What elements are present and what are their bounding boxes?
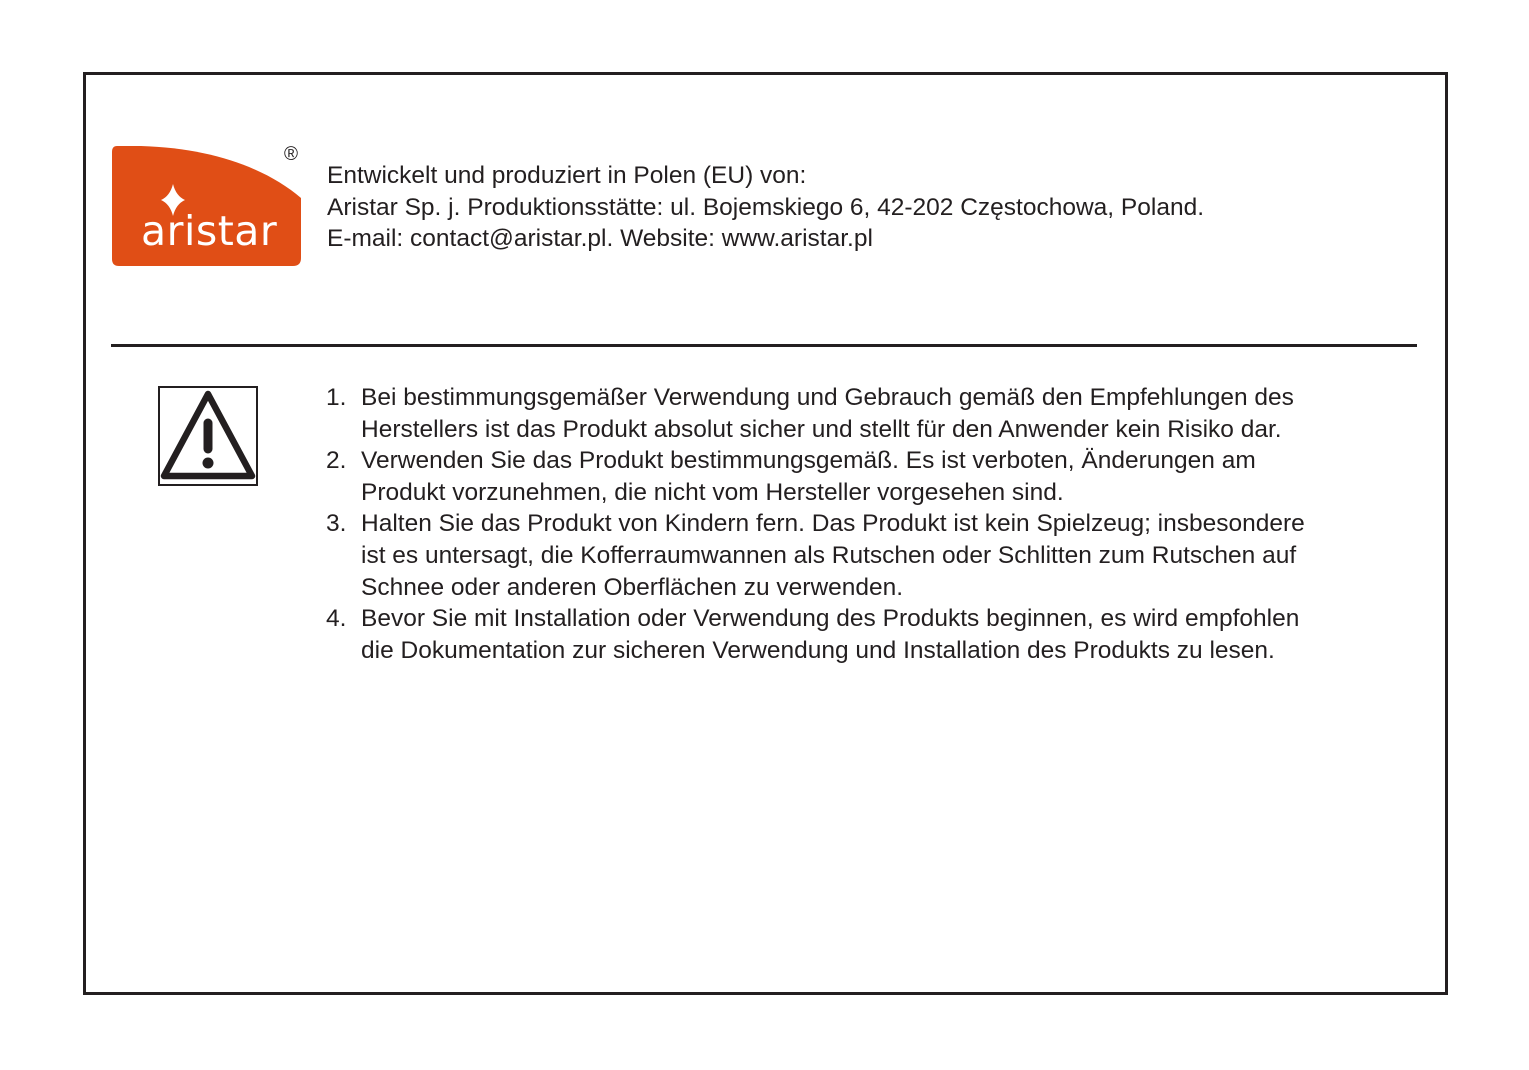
list-item-text-line: Bei bestimmungsgemäßer Verwendung und Gebrauch gemäß den Empfehlungen des: [361, 384, 1294, 411]
list-item-number: 3.: [326, 510, 347, 538]
list-item-number: 1.: [326, 384, 347, 411]
list-item: [326, 603, 1406, 666]
manufacturer-address: [327, 160, 1204, 255]
aristar-logo: [111, 146, 303, 268]
list-item-text-line: Produkt vorzunehmen, die nicht vom Hersteller vorgesehen sind.: [361, 478, 1064, 506]
registered-mark: ®: [284, 144, 298, 165]
list-item-text-line: Herstellers ist das Produkt absolut sicher und stellt für den Anwender kein Risiko dar.: [361, 415, 1282, 443]
list-item: [326, 445, 1406, 508]
list-item-number: 2.: [326, 447, 347, 475]
list-item-number: 4.: [326, 605, 347, 633]
list-item-text-line: Bevor Sie mit Installation oder Verwendung des Produkts beginnen, es wird empfohlen: [361, 605, 1300, 633]
list-item-text-line: Schnee oder anderen Oberflächen zu verwenden.: [361, 573, 904, 601]
section-divider: [111, 344, 1417, 347]
list-item-text-line: die Dokumentation zur sicheren Verwendung und Installation des Produkts zu lesen.: [361, 636, 1275, 664]
address-line-company: Aristar Sp. j. Produktionsstätte: ul. Bojemskiego 6, 42-202 Częstochowa, Poland.: [327, 193, 1205, 221]
list-item-text-line: ist es untersagt, die Kofferraumwannen als Rutschen oder Schlitten zum Rutschen auf: [361, 541, 1297, 569]
list-item-text-line: Verwenden Sie das Produkt bestimmungsgemäß. Es ist verboten, Änderungen am: [361, 447, 1256, 475]
safety-instructions-list: [326, 382, 1406, 666]
address-line-contact: E-mail: contact@aristar.pl. Website: www.aristar.pl: [327, 225, 873, 252]
list-item: [326, 382, 1406, 445]
aristar-logo-graphic: [111, 146, 303, 268]
list-item: [326, 508, 1406, 603]
list-item-text-line: Halten Sie das Produkt von Kindern fern. Das Produkt ist kein Spielzeug; insbesondere: [361, 510, 1305, 538]
address-line-origin: Entwickelt und produziert in Polen (EU) von:: [327, 162, 807, 189]
svg-text:aristar: aristar: [141, 207, 278, 255]
warning-triangle-icon: [158, 386, 258, 486]
